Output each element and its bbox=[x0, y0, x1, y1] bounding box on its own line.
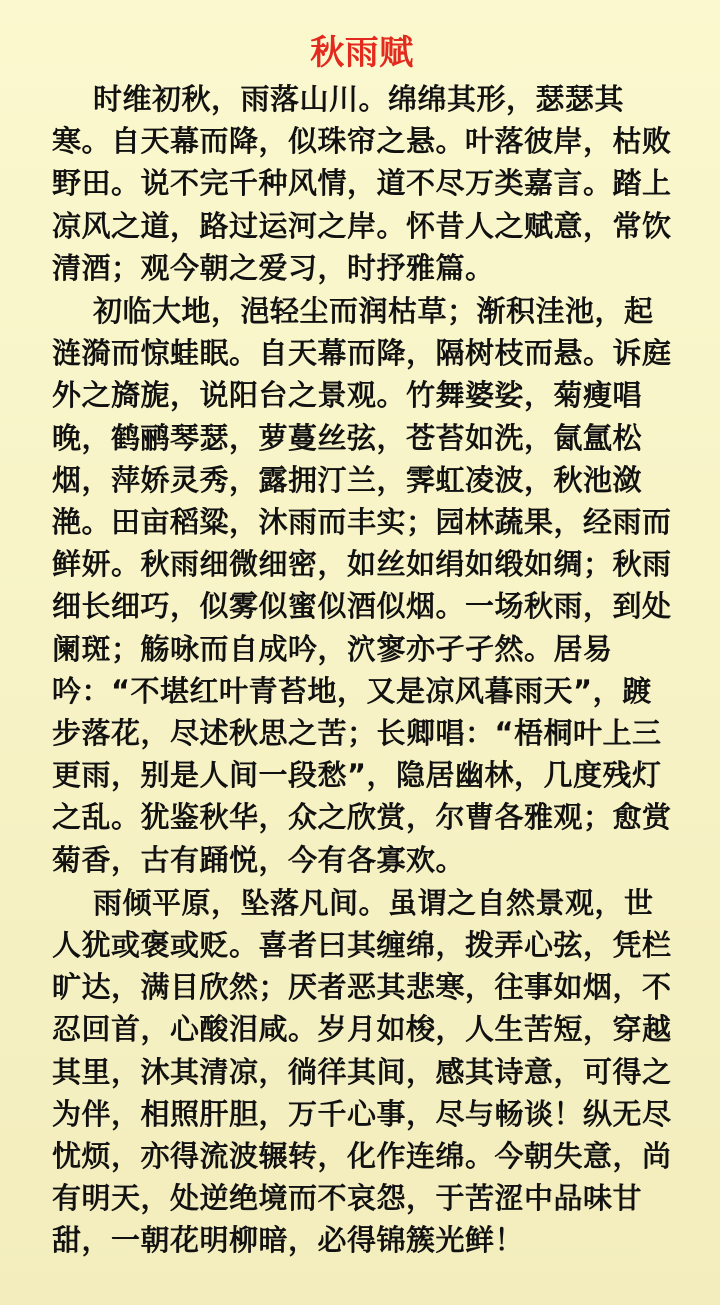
document-body bbox=[52, 78, 672, 1262]
paragraph-1: 时维初秋，雨落山川。绵绵其形，瑟瑟其寒。自天幕而降，似珠帘之悬。叶落彼岸，枯败野田。说不完千种风情，道不尽万类嘉言。踏上凉风之道，路过运河之岸。怀昔人之赋意，常饮清酒；观今朝之爱习，时抒雅篇。 bbox=[52, 82, 672, 285]
document-title: 秋雨赋 bbox=[310, 33, 414, 73]
paragraph-3: 雨倾平原，坠落凡间。虽谓之自然景观，世人犹或褒或贬。喜者曰其缠绵，拨弄心弦，凭栏旷达，满目欣然；厌者恶其悲寒，往事如烟，不忍回首，心酸泪咸。岁月如梭，人生苦短，穿越其里，沐其清凉，徜徉其间，感其诗意，可得之为伴，相照肝胆，万千心事，尽与畅谈！纵无尽忧烦，亦得流波辗转，化作连绵。今朝失意，尚有明天，处逆绝境而不哀怨，于苦涩中品味甘甜，一朝花明柳暗，必得锦簇光鲜！ bbox=[52, 885, 672, 1258]
paragraph-2: 初临大地，浥轻尘而润枯草；渐积洼池，起涟漪而惊蛙眠。自天幕而降，隔树枝而悬。诉庭外之旖旎，说阳台之景观。竹舞婆娑，菊瘦唱晚，鹤鹂琴瑟，萝蔓丝弦，苍苔如洗，氤氲松烟，萍娇灵秀，露拥汀兰，霁虹凌波，秋池潋滟。田亩稻粱，沐雨而丰实；园林蔬果，经雨而鲜妍。秋雨细微细密，如丝如绢如缎如绸；秋雨细长细巧，似雾似蜜似酒似烟。一场秋雨，到处阑斑；觞咏而自成吟，泬寥亦孑孑然。居易吟：“不堪红叶青苔地，又是凉风暮雨天”，踱步落花，尽述秋思之苦；长卿唱：“梧桐叶上三更雨，别是人间一段愁”，隐居幽林，几度残灯之乱。犹鉴秋华，众之欣赏，尔曹各雅观；愈赏菊香，古有踊悦，今有各寡欢。 bbox=[52, 294, 672, 877]
